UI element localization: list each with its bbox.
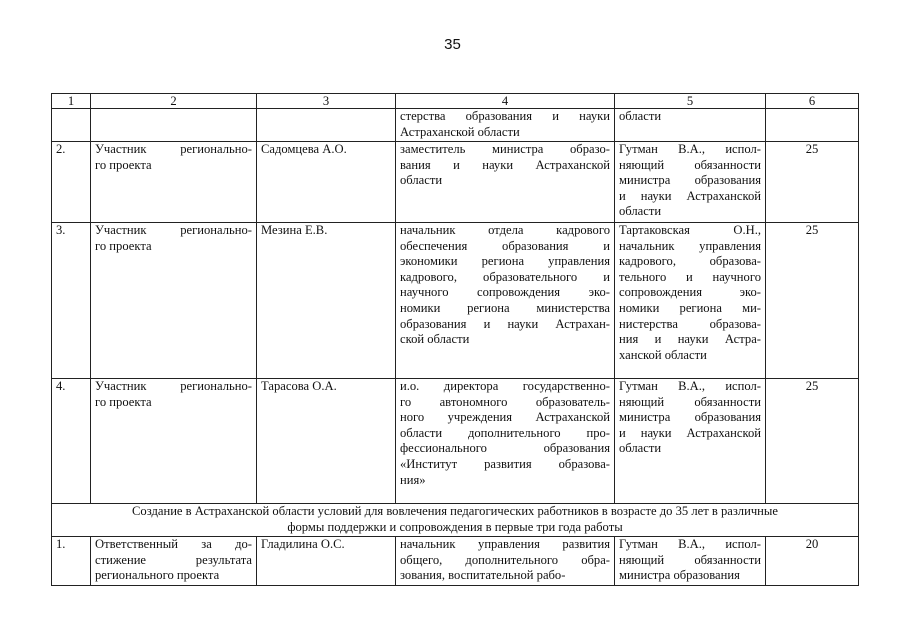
text-line: области: [619, 109, 662, 123]
text-line: ханской области: [619, 347, 707, 362]
supervisor-cell: [615, 142, 766, 223]
participants-table: [51, 93, 859, 586]
position-cell: [396, 142, 615, 223]
text-line: номики региона ми-: [619, 300, 761, 315]
num-cell: [52, 109, 91, 142]
text-line: го проекта: [95, 157, 152, 172]
section-row: [52, 504, 859, 537]
num-cell: 1.: [52, 537, 91, 586]
table-row: [52, 223, 859, 379]
header-cell: 3: [257, 94, 396, 109]
name-cell: [257, 109, 396, 142]
text-line: няющий обязанности: [619, 157, 761, 172]
text-line: и.о. директора государственно-: [400, 379, 610, 393]
text-line: стижение результата: [95, 552, 252, 567]
table-row: [52, 379, 859, 504]
role-cell: [91, 109, 257, 142]
value-cell: 20: [766, 537, 859, 586]
text-line: министра образования: [619, 568, 740, 583]
text-line: начальник управления развития: [400, 537, 610, 551]
num-cell: 4.: [52, 379, 91, 504]
text-line: области: [400, 173, 443, 188]
text-line: Гутман В.А., испол-: [619, 537, 761, 551]
text-line: фессионального образования: [400, 441, 610, 456]
text-line: начальник отдела кадрового: [400, 223, 610, 237]
supervisor-cell: [615, 379, 766, 504]
text-line: общего, дополнительного обра-: [400, 552, 610, 567]
text-line: кадрового, образовательного и: [400, 269, 610, 284]
text-line: нистерства образова-: [619, 316, 761, 331]
text-line: Гутман В.А., испол-: [619, 379, 761, 393]
text-line: области: [619, 441, 662, 456]
name-cell: Садомцева А.О.: [257, 142, 396, 223]
text-line: кадрового, образова-: [619, 254, 761, 269]
text-line: области: [619, 204, 662, 219]
text-line: го автономного образователь-: [400, 394, 610, 409]
text-line: образования и науки Астрахан-: [400, 316, 610, 331]
text-line: и науки Астраханской: [619, 188, 761, 203]
text-line: начальник управления: [619, 238, 761, 253]
name-cell: Гладилина О.С.: [257, 537, 396, 586]
role-cell: [91, 379, 257, 504]
text-line: Создание в Астраханской области условий для вовлечения педагогических работников в возрасте до 35 лет в различные: [132, 504, 778, 518]
name-cell: Тарасова О.А.: [257, 379, 396, 504]
text-line: ния»: [400, 472, 426, 487]
text-line: Гутман В.А., испол-: [619, 142, 761, 156]
section-title: [52, 504, 859, 537]
text-line: зования, воспитательной рабо-: [400, 568, 566, 583]
text-line: ного учреждения Астраханской: [400, 410, 610, 425]
header-row: [52, 94, 859, 109]
text-line: вания и науки Астраханской: [400, 157, 610, 172]
text-line: Ответственный за до-: [95, 537, 252, 551]
header-cell: 6: [766, 94, 859, 109]
value-cell: 25: [766, 379, 859, 504]
text-line: сопровождения эко-: [619, 285, 761, 300]
num-cell: 2.: [52, 142, 91, 223]
text-line: области дополнительного про-: [400, 425, 610, 440]
text-line: Участник регионально-: [95, 379, 252, 393]
position-cell: [396, 537, 615, 586]
text-line: го проекта: [95, 394, 152, 409]
text-line: министра образования: [619, 410, 761, 425]
text-line: Астраханской области: [400, 124, 520, 139]
header-cell: 1: [52, 94, 91, 109]
supervisor-cell: [615, 109, 766, 142]
text-line: ния и науки Астра-: [619, 332, 761, 347]
text-line: экономики региона управления: [400, 254, 610, 269]
position-cell: [396, 109, 615, 142]
text-line: заместитель министра образо-: [400, 142, 610, 156]
text-line: обеспечения образования и: [400, 238, 610, 253]
text-line: номики региона министерства: [400, 300, 610, 315]
text-line: научного сопровождения эко-: [400, 285, 610, 300]
role-cell: [91, 537, 257, 586]
supervisor-cell: [615, 537, 766, 586]
value-cell: 25: [766, 223, 859, 379]
role-cell: [91, 223, 257, 379]
text-line: Тартаковская О.Н.,: [619, 223, 761, 237]
text-line: тельного и научного: [619, 269, 761, 284]
supervisor-cell: [615, 223, 766, 379]
table-row: [52, 537, 859, 586]
header-cell: 5: [615, 94, 766, 109]
text-line: формы поддержки и сопровождения в первые три года работы: [287, 519, 623, 534]
text-line: министра образования: [619, 173, 761, 188]
text-line: регионального проекта: [95, 568, 220, 583]
continuation-row: [52, 109, 859, 142]
text-line: стерства образования и науки: [400, 109, 610, 123]
value-cell: [766, 109, 859, 142]
name-cell: Мезина Е.В.: [257, 223, 396, 379]
text-line: Участник регионально-: [95, 223, 252, 237]
text-line: и науки Астраханской: [619, 425, 761, 440]
text-line: го проекта: [95, 238, 152, 253]
value-cell: 25: [766, 142, 859, 223]
text-line: Участник регионально-: [95, 142, 252, 156]
table-row: [52, 142, 859, 223]
text-line: няющий обязанности: [619, 394, 761, 409]
text-line: ской области: [400, 332, 470, 347]
num-cell: 3.: [52, 223, 91, 379]
position-cell: [396, 379, 615, 504]
role-cell: [91, 142, 257, 223]
text-line: няющий обязанности: [619, 552, 761, 567]
header-cell: 4: [396, 94, 615, 109]
position-cell: [396, 223, 615, 379]
page-number: 35: [444, 36, 461, 53]
text-line: «Институт развития образова-: [400, 456, 610, 471]
header-cell: 2: [91, 94, 257, 109]
